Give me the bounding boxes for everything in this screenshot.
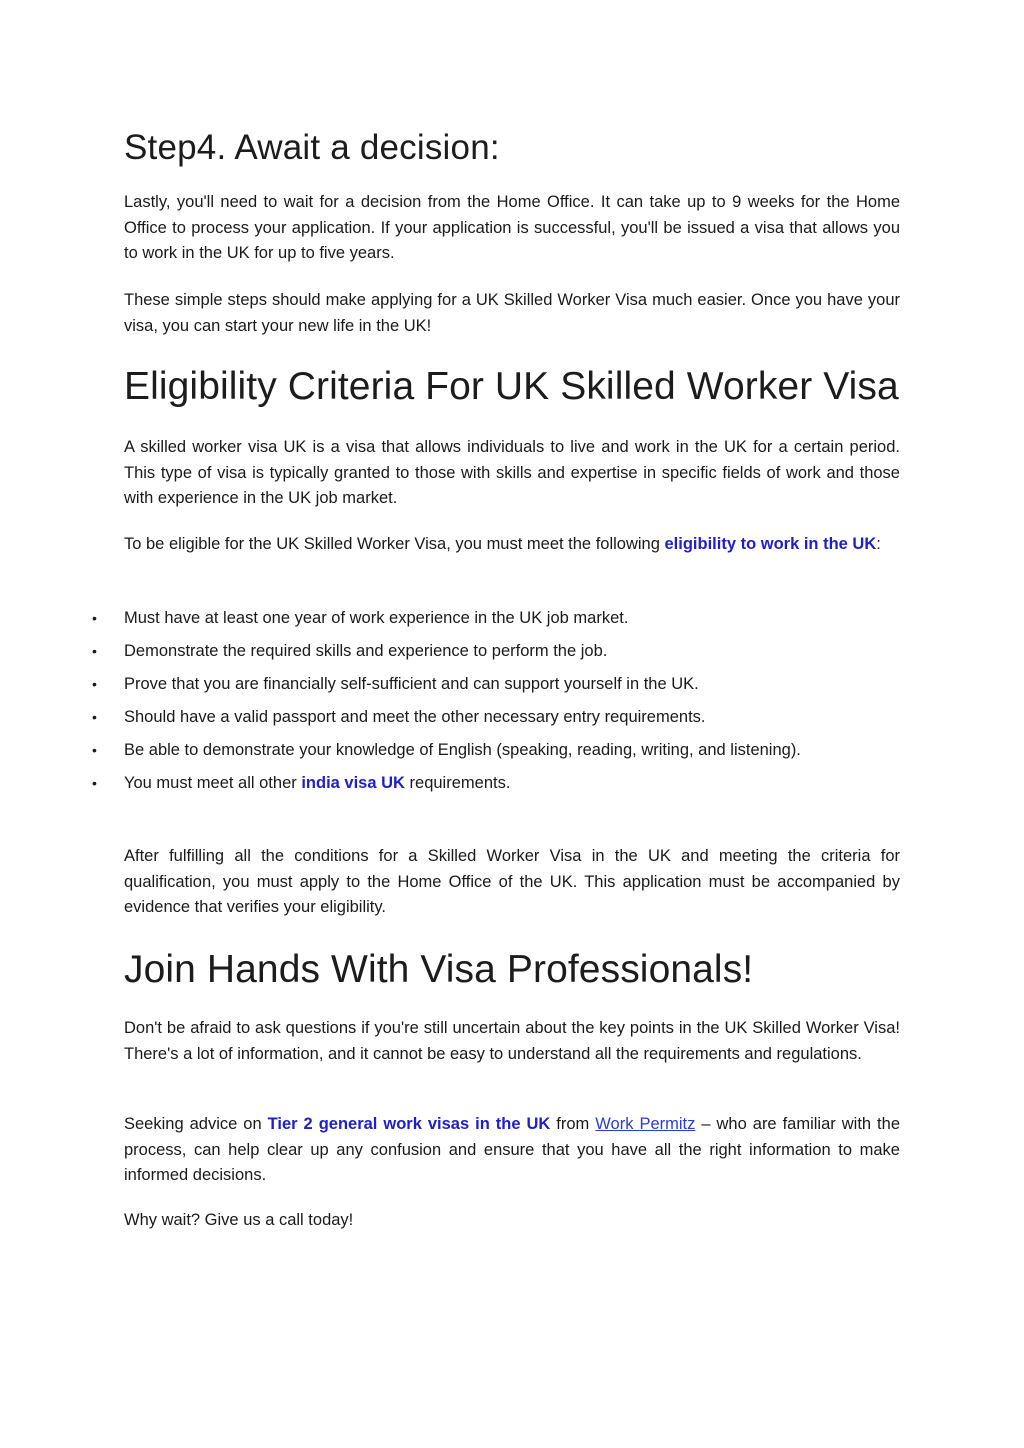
list-item <box>92 672 900 698</box>
eligibility-paragraph-2-text: To be eligible for the UK Skilled Worker Visa, you must meet the following <box>124 535 665 553</box>
bullet-icon: • <box>92 676 97 692</box>
bullet-icon: • <box>92 709 97 725</box>
join-paragraph-2-mid: from <box>550 1115 596 1133</box>
list-item-text: Should have a valid passport and meet the other necessary entry requirements. <box>124 708 706 726</box>
join-paragraph-1: Don't be afraid to ask questions if you're still uncertain about the key points in the UK Skilled Worker Visa! There's a lot of information, and it cannot be easy to understand all the requirements and regulations. <box>124 1019 900 1063</box>
list-item <box>92 606 900 632</box>
bullet-icon: • <box>92 610 97 626</box>
join-heading: Join Hands With Visa Professionals! <box>124 948 754 991</box>
eligibility-to-work-link[interactable]: eligibility to work in the UK <box>664 535 877 553</box>
eligibility-paragraph-3: After fulfilling all the conditions for a Skilled Worker Visa in the UK and meeting the criteria for qualification, you must apply to the Home Office of the UK. This application must be accompanied by evidence that verifies your eligibility. <box>124 847 900 916</box>
list-item-text: Be able to demonstrate your knowledge of English (speaking, reading, writing, and listening). <box>124 741 801 759</box>
list-item <box>92 738 900 764</box>
list-item-text: You must meet all other <box>124 774 302 792</box>
eligibility-paragraph-2-suffix: : <box>876 535 881 553</box>
list-item-text: Demonstrate the required skills and experience to perform the job. <box>124 642 608 660</box>
join-paragraph-2-suffix: – who are familiar with the process, can help clear up any confusion and ensure that you have all the right information to make informed decisions. <box>124 1115 900 1184</box>
bullet-icon: • <box>92 643 97 659</box>
india-visa-uk-link[interactable]: india visa UK <box>301 774 405 792</box>
bullet-icon: • <box>92 775 97 791</box>
list-item-text: Prove that you are financially self-sufficient and can support yourself in the UK. <box>124 675 699 693</box>
join-paragraph-2-text: Seeking advice on <box>124 1115 268 1133</box>
bullet-icon: • <box>92 742 97 758</box>
step4-paragraph-2: These simple steps should make applying for a UK Skilled Worker Visa much easier. Once you have your visa, you can start your new life in the UK! <box>124 291 900 335</box>
join-paragraph-2 <box>124 1112 900 1189</box>
step4-heading: Step4. Await a decision: <box>124 128 500 167</box>
list-item <box>92 639 900 665</box>
eligibility-heading: Eligibility Criteria For UK Skilled Worker Visa <box>124 365 899 408</box>
list-item <box>92 705 900 731</box>
list-item <box>92 771 900 797</box>
eligibility-paragraph-1: A skilled worker visa UK is a visa that allows individuals to live and work in the UK for a certain period. This type of visa is typically granted to those with skills and expertise in specific fields of work and those with experience in the UK job market. <box>124 438 900 507</box>
work-permitz-link[interactable]: Work Permitz <box>595 1115 696 1133</box>
tier-2-visa-link[interactable]: Tier 2 general work visas in the UK <box>267 1115 551 1133</box>
eligibility-paragraph-2 <box>124 532 900 558</box>
join-paragraph-3: Why wait? Give us a call today! <box>124 1211 354 1229</box>
list-item-text: Must have at least one year of work experience in the UK job market. <box>124 609 629 627</box>
step4-paragraph-1: Lastly, you'll need to wait for a decision from the Home Office. It can take up to 9 weeks for the Home Office to process your application. If your application is successful, you'll be issued a visa that allows you to work in the UK for up to five years. <box>124 193 900 262</box>
list-item-suffix: requirements. <box>404 774 511 792</box>
eligibility-criteria-list <box>92 606 900 804</box>
